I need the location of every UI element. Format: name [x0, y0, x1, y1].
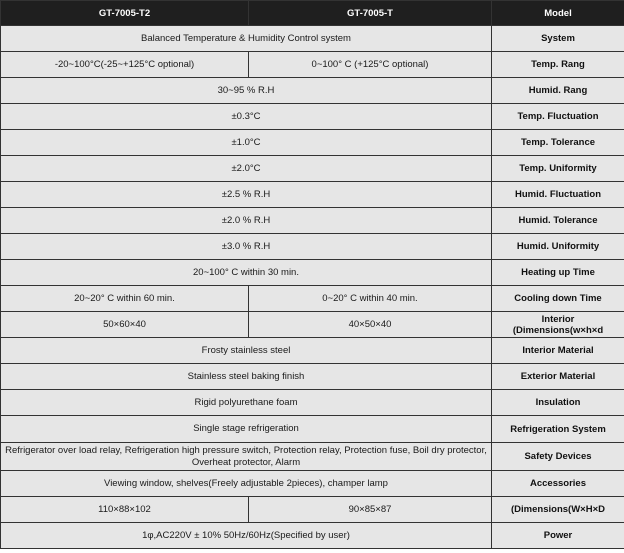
value-cell-t2: 20~20° C within 60 min. [1, 286, 249, 312]
value-cell: ±2.5 % R.H [1, 182, 492, 208]
label-cell: (Dimensions(W×H×D [492, 497, 624, 523]
value-cell-t2: -20~100°C(-25~+125°C optional) [1, 52, 249, 78]
value-cell-t2: 110×88×102 [1, 497, 249, 523]
value-cell: Stainless steel baking finish [1, 364, 492, 390]
value-cell-t: 0~100° C (+125°C optional) [249, 52, 492, 78]
value-cell: 30~95 % R.H [1, 78, 492, 104]
table-row-heating-time [1, 260, 624, 286]
value-cell: 20~100° C within 30 min. [1, 260, 492, 286]
table-row-interior-material [1, 338, 624, 364]
label-cell: Refrigeration System [492, 416, 624, 443]
label-cell: Cooling down Time [492, 286, 624, 312]
table-row-refrigeration-system [1, 416, 624, 443]
table-row-temp-range [1, 52, 624, 78]
table-row-humid-tolerance [1, 208, 624, 234]
label-cell: Heating up Time [492, 260, 624, 286]
value-cell-t: 40×50×40 [249, 312, 492, 338]
header-row [1, 1, 624, 26]
label-cell: Temp. Rang [492, 52, 624, 78]
label-cell: Safety Devices [492, 443, 624, 471]
value-cell: Balanced Temperature & Humidity Control system [1, 26, 492, 52]
value-cell: ±1.0°C [1, 130, 492, 156]
table-row-exterior-material [1, 364, 624, 390]
label-cell: Accessories [492, 471, 624, 497]
table-row-temp-fluctuation [1, 104, 624, 130]
value-cell: Frosty stainless steel [1, 338, 492, 364]
value-cell-t: 0~20° C within 40 min. [249, 286, 492, 312]
value-cell: Single stage refrigeration [1, 416, 492, 443]
label-cell: Temp. Tolerance [492, 130, 624, 156]
table-row-humid-uniformity [1, 234, 624, 260]
label-cell: Humid. Fluctuation [492, 182, 624, 208]
table-row-safety-devices [1, 443, 624, 471]
label-cell: System [492, 26, 624, 52]
value-cell: Viewing window, shelves(Freely adjustable 2pieces), champer lamp [1, 471, 492, 497]
table-row-humid-fluctuation [1, 182, 624, 208]
label-cell: Interior (Dimensions(w×h×d [492, 312, 624, 338]
value-cell-t: 90×85×87 [249, 497, 492, 523]
label-cell: Interior Material [492, 338, 624, 364]
value-cell: ±0.3°C [1, 104, 492, 130]
label-cell: Power [492, 523, 624, 549]
header-model-t: GT-7005-T [249, 1, 492, 26]
table-row-temp-tolerance [1, 130, 624, 156]
label-cell: Exterior Material [492, 364, 624, 390]
label-cell: Insulation [492, 390, 624, 416]
label-cell: Temp. Fluctuation [492, 104, 624, 130]
label-cell: Temp. Uniformity [492, 156, 624, 182]
value-cell: Refrigerator over load relay, Refrigeration high pressure switch, Protection relay, Protection fuse, Boil dry protector, Overheat protector, Alarm [1, 443, 492, 471]
value-cell: ±2.0 % R.H [1, 208, 492, 234]
table-row-interior-dimensions [1, 312, 624, 338]
table-row-power [1, 523, 624, 549]
label-cell: Humid. Tolerance [492, 208, 624, 234]
table-row-temp-uniformity [1, 156, 624, 182]
value-cell: ±2.0°C [1, 156, 492, 182]
table-row-system [1, 26, 624, 52]
header-model-t2: GT-7005-T2 [1, 1, 249, 26]
value-cell: 1φ,AC220V ± 10% 50Hz/60Hz(Specified by user) [1, 523, 492, 549]
value-cell: ±3.0 % R.H [1, 234, 492, 260]
header-model-label: Model [492, 1, 624, 26]
value-cell-t2: 50×60×40 [1, 312, 249, 338]
table-row-humid-range [1, 78, 624, 104]
label-cell: Humid. Rang [492, 78, 624, 104]
table-row-cooling-time [1, 286, 624, 312]
value-cell: Rigid polyurethane foam [1, 390, 492, 416]
table-row-accessories [1, 471, 624, 497]
label-cell: Humid. Uniformity [492, 234, 624, 260]
table-row-insulation [1, 390, 624, 416]
table-row-dimensions [1, 497, 624, 523]
